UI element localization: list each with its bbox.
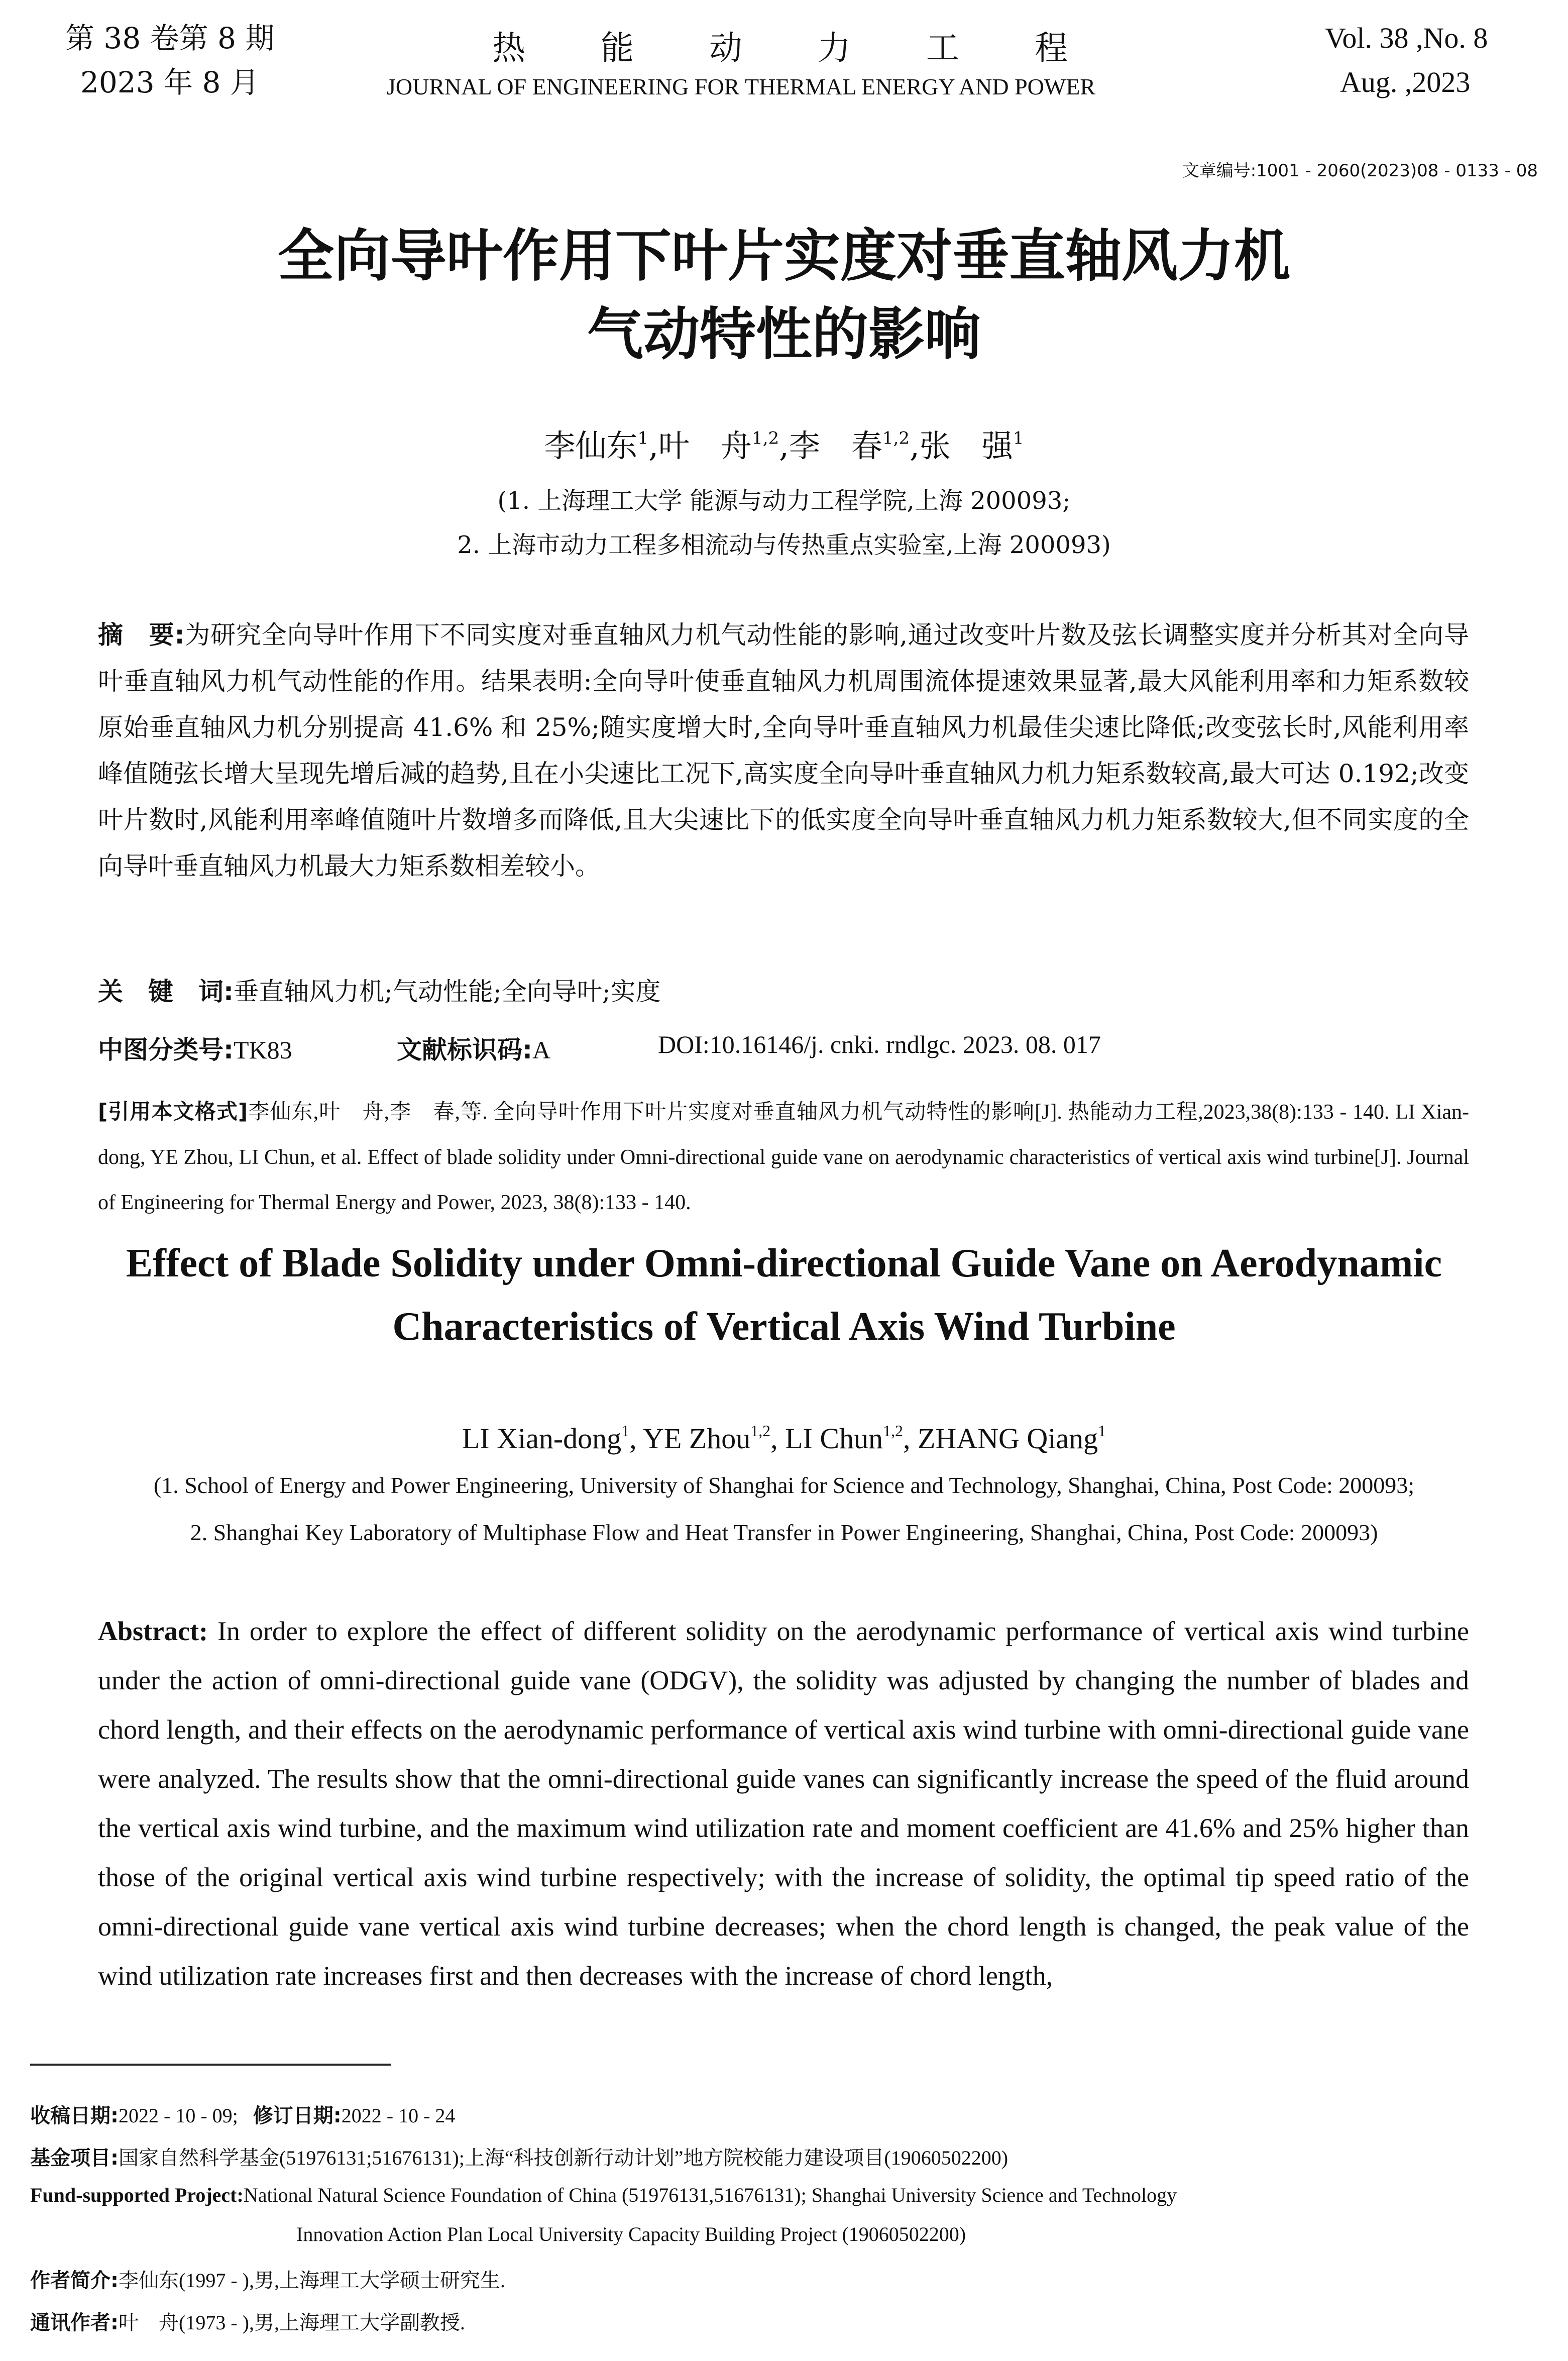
author-cn-2: 叶 舟$^{1,2}$ xyxy=(658,427,779,464)
header-date-en: Aug. ,2023 xyxy=(1340,66,1471,98)
authors-cn: 李仙东$^1$,叶 舟$^{1,2}$,李 春$^{1,2}$,张 强$^1$ xyxy=(544,427,1024,464)
affiliation-cn-2: 2. 上海市动力工程多相流动与传热重点实验室,上海 200093) xyxy=(457,531,1111,559)
abstract-en-text: In order to explore the effect of different solidity on the aerodynamic performance of vertical axis wind turbine under the action of omni-directional guide vane (ODGV), the solidity was adjusted by changing the number of blades and chord length, and their effects on the aerodynamic performance of vertical axis wind turbine with omni-directional guide vane were analyzed. The results show that the omni-directional guide vanes can significantly increase the speed of the fluid around the vertical axis wind turbine, and the maximum wind utilization rate and moment coefficient are 41.6% and 25% higher than those of the original vertical axis wind turbine respectively; with the increase of solidity, the optimal tip speed ratio of the omni-directional guide vane vertical axis wind turbine decreases; when the chord length is changed, the peak value of the wind utilization rate increases first and then decreases with the increase of chord length, xyxy=(98,1616,1469,1991)
footnote-fund-en: Fund-supported Project:National Natural Science Foundation of China (51976131,51676131); Shanghai University Science and Technology xyxy=(30,2184,1177,2206)
author-cn-1: 李仙东$^1$ xyxy=(544,427,649,464)
article-number: 文章编号:1001 - 2060(2023)08 - 0133 - 08 xyxy=(1182,161,1538,181)
citation xyxy=(98,1089,1469,1225)
footnote-divider xyxy=(30,2064,391,2066)
header-volume-en xyxy=(1325,16,1488,104)
citation-text: 李仙东,叶 舟,李 春,等. 全向导叶作用下叶片实度对垂直轴风力机气动特性的影响[J]. 热能动力工程,2023,38(8):133 - 140. LI Xian-dong, YE Zhou, LI Chun, et al. Effect of blade solidity under Omni-directional guide vane on aerodynamic characteristics of vertical axis wind turbine[J]. Journal of Engineering for Thermal Energy and Power, 2023, 38(8):133 - 140. xyxy=(98,1101,1469,1214)
header-issue-en: Vol. 38 ,No. 8 xyxy=(1325,22,1488,54)
footnote-fund-cn: 基金项目:国家自然科学基金(51976131;51676131);上海“科技创新行动计划”地方院校能力建设项目(19060502200) xyxy=(30,2147,1009,2170)
doi: DOI:10.16146/j. cnki. rndlgc. 2023. 08. 017 xyxy=(658,1030,1101,1058)
affiliation-en-1: (1. School of Energy and Power Engineering, University of Shanghai for Science and Technology, Shanghai, China, Post Code: 200093; xyxy=(153,1472,1415,1498)
abstract-en xyxy=(98,1606,1469,2000)
author-cn-4: 张 强$^1$ xyxy=(919,427,1024,464)
authors-en: LI Xian-dong$^1$, YE Zhou$^{1,2}$, LI Chun$^{1,2}$, ZHANG Qiang$^1$ xyxy=(462,1422,1106,1455)
journal-name-en: JOURNAL OF ENGINEERING FOR THERMAL ENERGY AND POWER xyxy=(387,74,1096,99)
abstract-cn-label: 摘 要: xyxy=(98,620,185,650)
header-issue-cn: 第 38 卷第 8 期 xyxy=(65,21,275,55)
keywords-cn-text: 垂直轴风力机;气动性能;全向导叶;实度 xyxy=(234,977,661,1006)
keywords-cn-label: 关 键 词: xyxy=(98,977,234,1006)
author-en-4: ZHANG Qiang$^1$ xyxy=(917,1422,1106,1455)
title-en-line1: Effect of Blade Solidity under Omni-directional Guide Vane on Aerodynamic xyxy=(126,1241,1442,1285)
footnote-author-intro: 作者简介:李仙东(1997 - ),男,上海理工大学硕士研究生. xyxy=(30,2269,505,2292)
footnote-corresponding: 通讯作者:叶 舟(1973 - ),男,上海理工大学副教授. xyxy=(30,2311,465,2334)
author-en-2: YE Zhou$^{1,2}$ xyxy=(643,1422,771,1455)
affiliation-cn-1: (1. 上海理工大学 能源与动力工程学院,上海 200093; xyxy=(497,487,1071,515)
citation-label: [引用本文格式] xyxy=(98,1099,248,1124)
keywords-cn xyxy=(98,972,661,1008)
document-code: 文献标识码:A xyxy=(397,1035,551,1064)
header-volume-cn xyxy=(65,16,274,104)
title-cn-line2: 气动特性的影响 xyxy=(587,302,981,367)
footnote-dates: 收稿日期:2022 - 10 - 09; 修订日期:2022 - 10 - 24 xyxy=(30,2104,456,2127)
affiliation-en-2: 2. Shanghai Key Laboratory of Multiphase Flow and Heat Transfer in Power Engineering, Shanghai, China, Post Code: 200093) xyxy=(190,1520,1378,1545)
header-date-cn: 2023 年 8 月 xyxy=(80,65,259,99)
author-en-3: LI Chun$^{1,2}$ xyxy=(785,1422,903,1455)
title-en-line2: Characteristics of Vertical Axis Wind Turbine xyxy=(392,1305,1176,1349)
footnote-fund-en-cont: Innovation Action Plan Local University Capacity Building Project (19060502200) xyxy=(296,2223,966,2245)
author-cn-3: 李 春$^{1,2}$ xyxy=(789,427,910,464)
journal-name-cn: 热能动力工程 xyxy=(492,29,1143,67)
author-en-1: LI Xian-dong$^1$ xyxy=(462,1422,630,1455)
abstract-cn xyxy=(98,612,1469,889)
clc-number: 中图分类号:TK83 xyxy=(98,1035,292,1064)
abstract-en-label: Abstract: xyxy=(98,1616,208,1646)
abstract-cn-text: 为研究全向导叶作用下不同实度对垂直轴风力机气动性能的影响,通过改变叶片数及弦长调整实度并分析其对全向导叶垂直轴风力机气动性能的作用。结果表明:全向导叶使垂直轴风力机周围流体提速效果显著,最大风能利用率和力矩系数较原始垂直轴风力机分别提高 41.6% 和 25%;随实度增大时,全向导叶垂直轴风力机最佳尖速比降低;改变弦长时,风能利用率峰值随弦长增大呈现先增后减的趋势,且在小尖速比工况下,高实度全向导叶垂直轴风力机力矩系数较高,最大可达 0.192;改变叶片数时,风能利用率峰值随叶片数增多而降低,且大尖速比下的低实度全向导叶垂直轴风力机力矩系数较大,但不同实度的全向导叶垂直轴风力机最大力矩系数相差较小。 xyxy=(98,620,1469,881)
title-cn-line1: 全向导叶作用下叶片实度对垂直轴风力机 xyxy=(278,224,1290,289)
